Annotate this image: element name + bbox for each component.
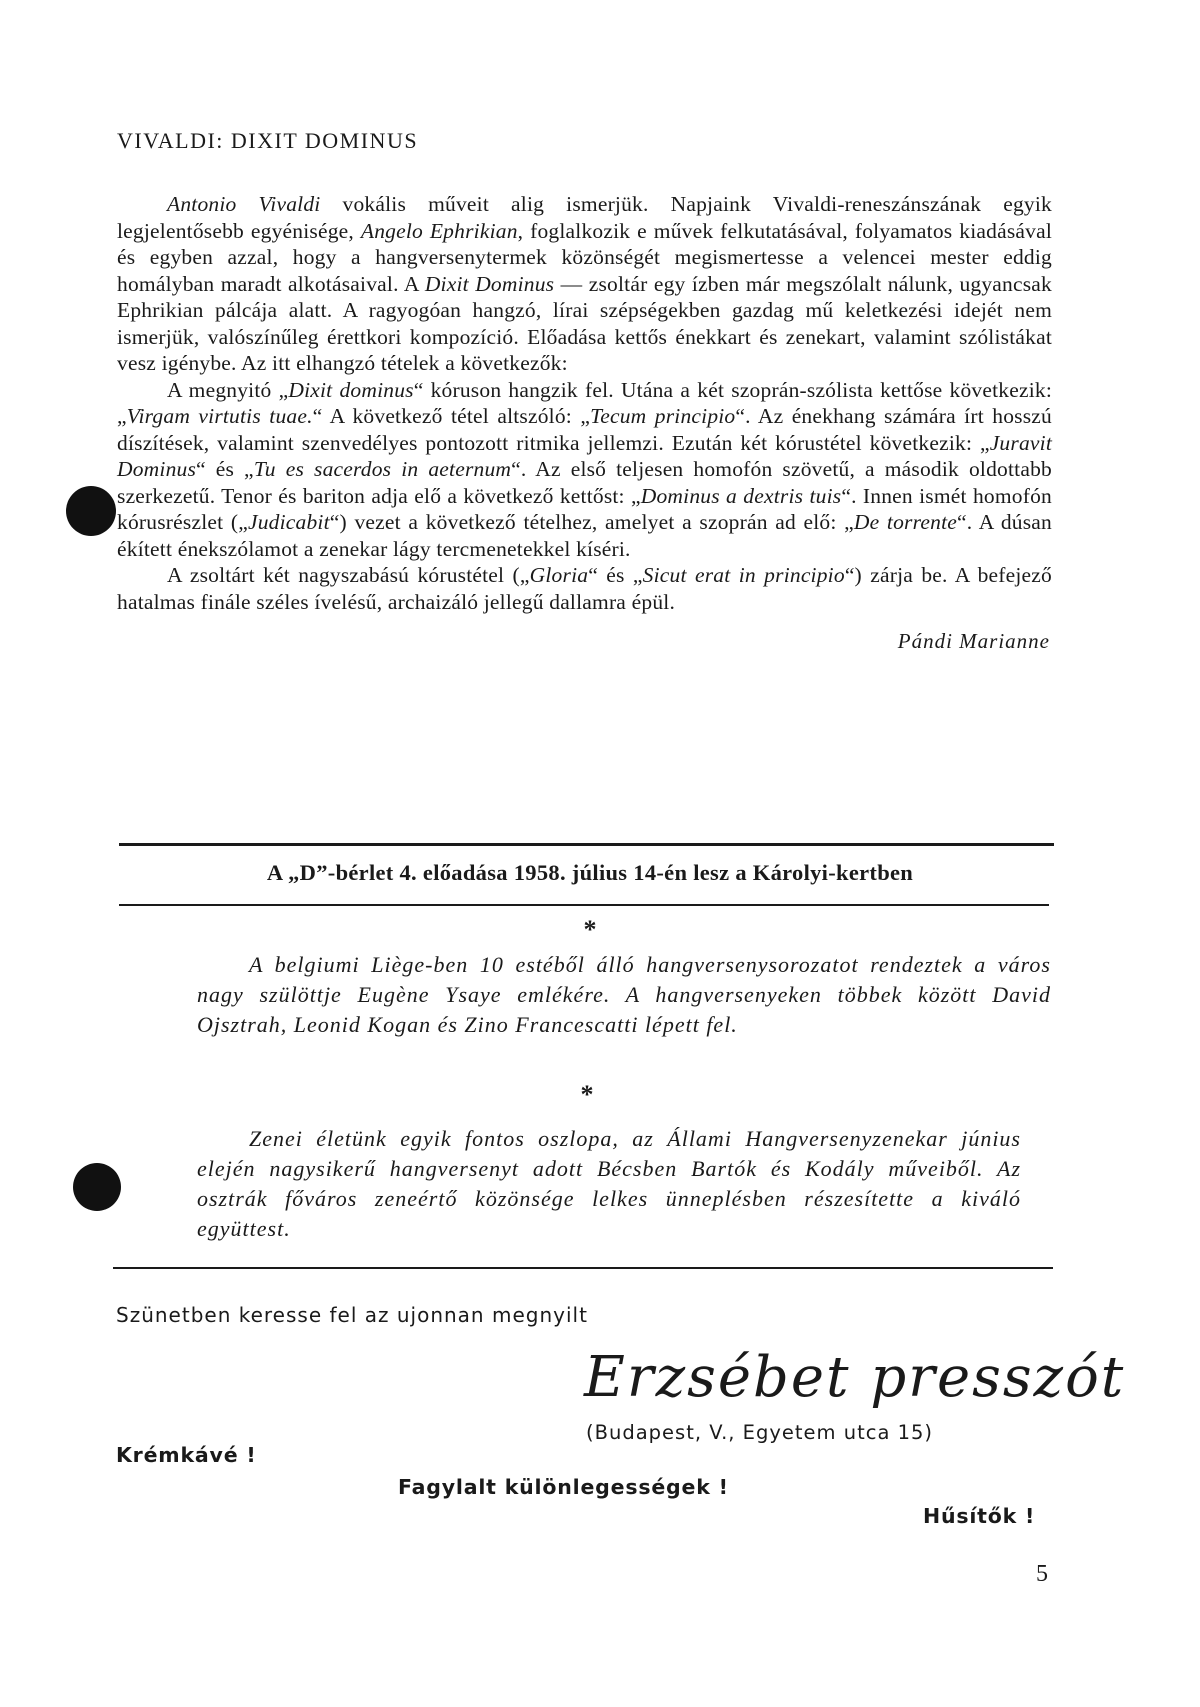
italic-text: Dixit dominus xyxy=(288,377,414,402)
ad-intro: Szünetben keresse fel az ujonnan megnyilt xyxy=(116,1303,588,1327)
article-title: VIVALDI: DIXIT DOMINUS xyxy=(117,128,419,153)
text-run: “ A következő tétel altszóló: „ xyxy=(312,404,591,428)
news-item: A belgiumi Liège-ben 10 estéből álló hangversenysorozatot rendeztek a város nagy szülöttje Eugène Ysaye emlékére. A hangversenyeken többek között David Ojsztrah, Leonid Kogan és Zino Francescatti lépett fel. xyxy=(197,952,1051,1037)
text-run: “ és „ xyxy=(196,457,254,481)
article-paragraph xyxy=(117,377,1052,563)
text-run: A zsoltárt két nagyszabású kórustétel („ xyxy=(167,563,530,587)
italic-text: Juravit Dominus xyxy=(117,430,1052,481)
punch-hole xyxy=(73,1163,121,1211)
text-run: “. Az első teljesen homofón szövetű, a második oldottabb szerkezetű. Tenor és bariton adja elő a következő kettőst: „ xyxy=(117,457,1052,508)
article-paragraph xyxy=(117,562,1052,615)
italic-text: Judicabit xyxy=(247,510,330,534)
ad-item: Hűsítők ! xyxy=(923,1504,1036,1528)
article-body xyxy=(117,191,1052,615)
text-run: “. A dúsan ékített énekszólamot a zenekar lágy tercmenetekkel kíséri. xyxy=(117,510,1052,561)
text-run: — zsoltár egy ízben már megszólalt nálunk, ugyancsak Ephrikian pálcája alatt. A ragyogóan hangzó, lírai szépségekben gazdag mű keletkezési idejét nem ismerjük, valószínűleg érettkori kompozíció. Előadása kettős énekkart és zenekart, valamint szólistákat vesz igénybe. Az itt elhangzó tételek a következők: xyxy=(117,271,1052,375)
italic-text: Dixit Dominus xyxy=(424,271,555,296)
article-paragraph xyxy=(117,191,1052,377)
italic-text: Tu es sacerdos in aeternum xyxy=(253,457,512,481)
separator-asterisk: * xyxy=(580,1080,594,1109)
divider xyxy=(119,843,1054,846)
italic-text: Tecum principio xyxy=(590,404,736,428)
text-run: , foglalkozik e művek felkutatásával, folyamatos kiadásával és egyben azzal, hogy a hangversenytermek közönségét megismertesse a velencei mester eddig homályban maradt alkotásaival. A xyxy=(117,218,1052,296)
italic-text: Sicut erat in principio xyxy=(642,563,845,587)
article-author: Pándi Marianne xyxy=(897,629,1050,653)
ad-address: (Budapest, V., Egyetem utca 15) xyxy=(586,1421,934,1444)
text-run: “. Az énekhang számára írt hosszú díszítések, valamint szenvedélyes pontozott ritmika jellemzi. Ezután két kórustétel következik: „ xyxy=(117,404,1052,455)
italic-text: Angelo Ephrikian xyxy=(360,218,518,243)
divider xyxy=(113,1267,1053,1269)
italic-text: De torrente xyxy=(853,510,957,534)
text-run: A megnyitó „ xyxy=(167,377,289,402)
article xyxy=(117,128,1052,654)
divider xyxy=(119,904,1049,906)
ad-item: Krémkávé ! xyxy=(116,1443,257,1467)
italic-text: Antonio Vivaldi xyxy=(167,192,321,216)
punch-hole xyxy=(66,486,116,536)
page-number: 5 xyxy=(1036,1561,1048,1587)
text-run: “ kóruson hangzik fel. Utána a két szoprán-szólista kettőse következik: „ xyxy=(117,377,1053,428)
separator-asterisk: * xyxy=(583,915,597,944)
text-run: “ és „ xyxy=(588,563,643,587)
text-run: “) zárja be. A befejező hatalmas finále széles ívelésű, archaizáló jellegű dallamra épül. xyxy=(117,563,1052,614)
news-item: Zenei életünk egyik fontos oszlopa, az Állami Hangversenyzenekar június elején nagysikerű hangversenyt adott Bécsben Bartók és Kodály műveiből. Az osztrák főváros zeneértő közönsége lelkes ünneplésben részesítette a kiváló együttest. xyxy=(197,1126,1021,1241)
ad-item: Fagylalt különlegességek ! xyxy=(398,1475,729,1499)
italic-text: Dominus a dextris tuis xyxy=(640,483,842,508)
italic-text: Gloria xyxy=(529,563,589,587)
concert-announcement: A „D”-bérlet 4. előadása 1958. július 14-én lesz a Károlyi-kertben xyxy=(266,860,914,885)
text-run: vokális műveit alig ismerjük. Napjaink Vivaldi-reneszánszának egyik legjelentősebb egyénisége, xyxy=(117,192,1052,243)
italic-text: Virgam virtutis tuae. xyxy=(126,404,313,428)
text-run: “. Innen ismét homofón kórusrészlet („ xyxy=(117,483,1053,534)
text-run: “) vezet a következő tételhez, amelyet a szoprán ad elő: „ xyxy=(329,510,854,534)
ad-cafe-name: Erzsébet presszót xyxy=(584,1345,1126,1410)
